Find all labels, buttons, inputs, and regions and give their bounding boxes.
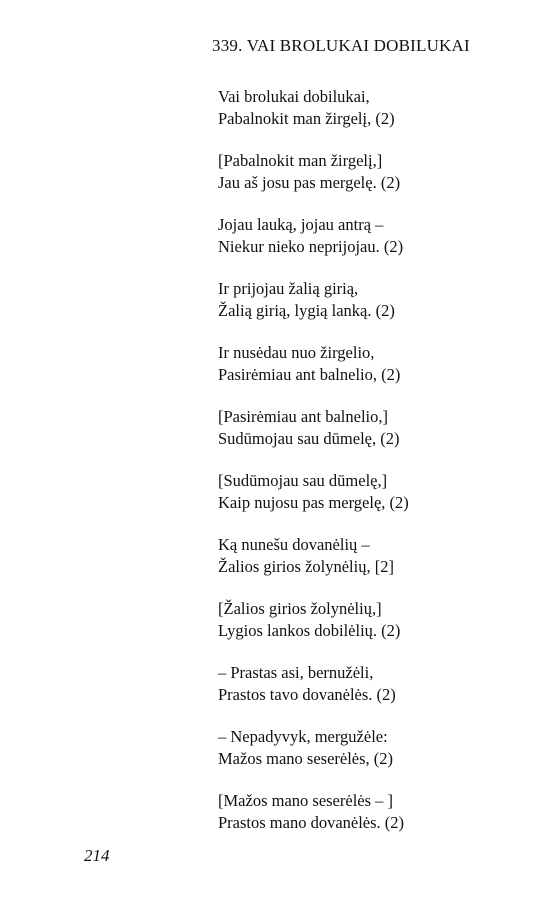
verse-line: [Sudūmojau sau dūmelę,] bbox=[218, 471, 388, 490]
verse-line: Mažos mano seserėlės, (2) bbox=[218, 749, 394, 768]
verse-line: Prastos mano dovanėlės. (2) bbox=[218, 813, 405, 832]
verse-line: Vai brolukai dobilukai, bbox=[218, 87, 370, 106]
verse-line: [Žalios girios žolynėlių,] bbox=[218, 599, 382, 618]
verse-line: – Nepadyvyk, mergužėle: bbox=[218, 727, 388, 746]
verse-line: Kaip nujosu pas mergelę, (2) bbox=[218, 493, 409, 512]
verse-line: Pasirėmiau ant balnelio, (2) bbox=[218, 365, 401, 384]
verse-line: Sudūmojau sau dūmelę, (2) bbox=[218, 429, 400, 448]
verse-line: [Mažos mano seserėlės – ] bbox=[218, 791, 394, 810]
verse-line: [Pabalnokit man žirgelį,] bbox=[218, 151, 383, 170]
stanza bbox=[218, 278, 538, 322]
verse-line: Žalią girią, lygią lanką. (2) bbox=[218, 301, 395, 320]
verse-line: Žalios girios žolynėlių, [2] bbox=[218, 557, 394, 576]
verse-line: Niekur nieko neprijojau. (2) bbox=[218, 237, 404, 256]
stanza bbox=[218, 86, 538, 130]
verse-line: Jojau lauką, jojau antrą – bbox=[218, 215, 384, 234]
stanza bbox=[218, 150, 538, 194]
poem-title: 339. VAI BROLUKAI DOBILUKAI bbox=[212, 36, 470, 55]
stanza bbox=[218, 598, 538, 642]
verse-line: Pabalnokit man žirgelį, (2) bbox=[218, 109, 395, 128]
stanza bbox=[218, 790, 538, 834]
stanza bbox=[218, 534, 538, 578]
verse-line: Prastos tavo dovanėlės. (2) bbox=[218, 685, 396, 704]
stanza bbox=[218, 726, 538, 770]
verse-line: Lygios lankos dobilėlių. (2) bbox=[218, 621, 401, 640]
stanza bbox=[218, 470, 538, 514]
verse-line: Ką nunešu dovanėlių – bbox=[218, 535, 370, 554]
stanza bbox=[218, 342, 538, 386]
stanza bbox=[218, 662, 538, 706]
verse-line: Ir nusėdau nuo žirgelio, bbox=[218, 343, 375, 362]
verse-line: – Prastas asi, bernužėli, bbox=[218, 663, 374, 682]
stanza bbox=[218, 406, 538, 450]
verse-line: Ir prijojau žalią girią, bbox=[218, 279, 359, 298]
verse-line: Jau aš josu pas mergelę. (2) bbox=[218, 173, 401, 192]
poem-body bbox=[218, 86, 538, 854]
stanza bbox=[218, 214, 538, 258]
verse-line: [Pasirėmiau ant balnelio,] bbox=[218, 407, 388, 426]
page-number: 214 bbox=[84, 846, 110, 865]
